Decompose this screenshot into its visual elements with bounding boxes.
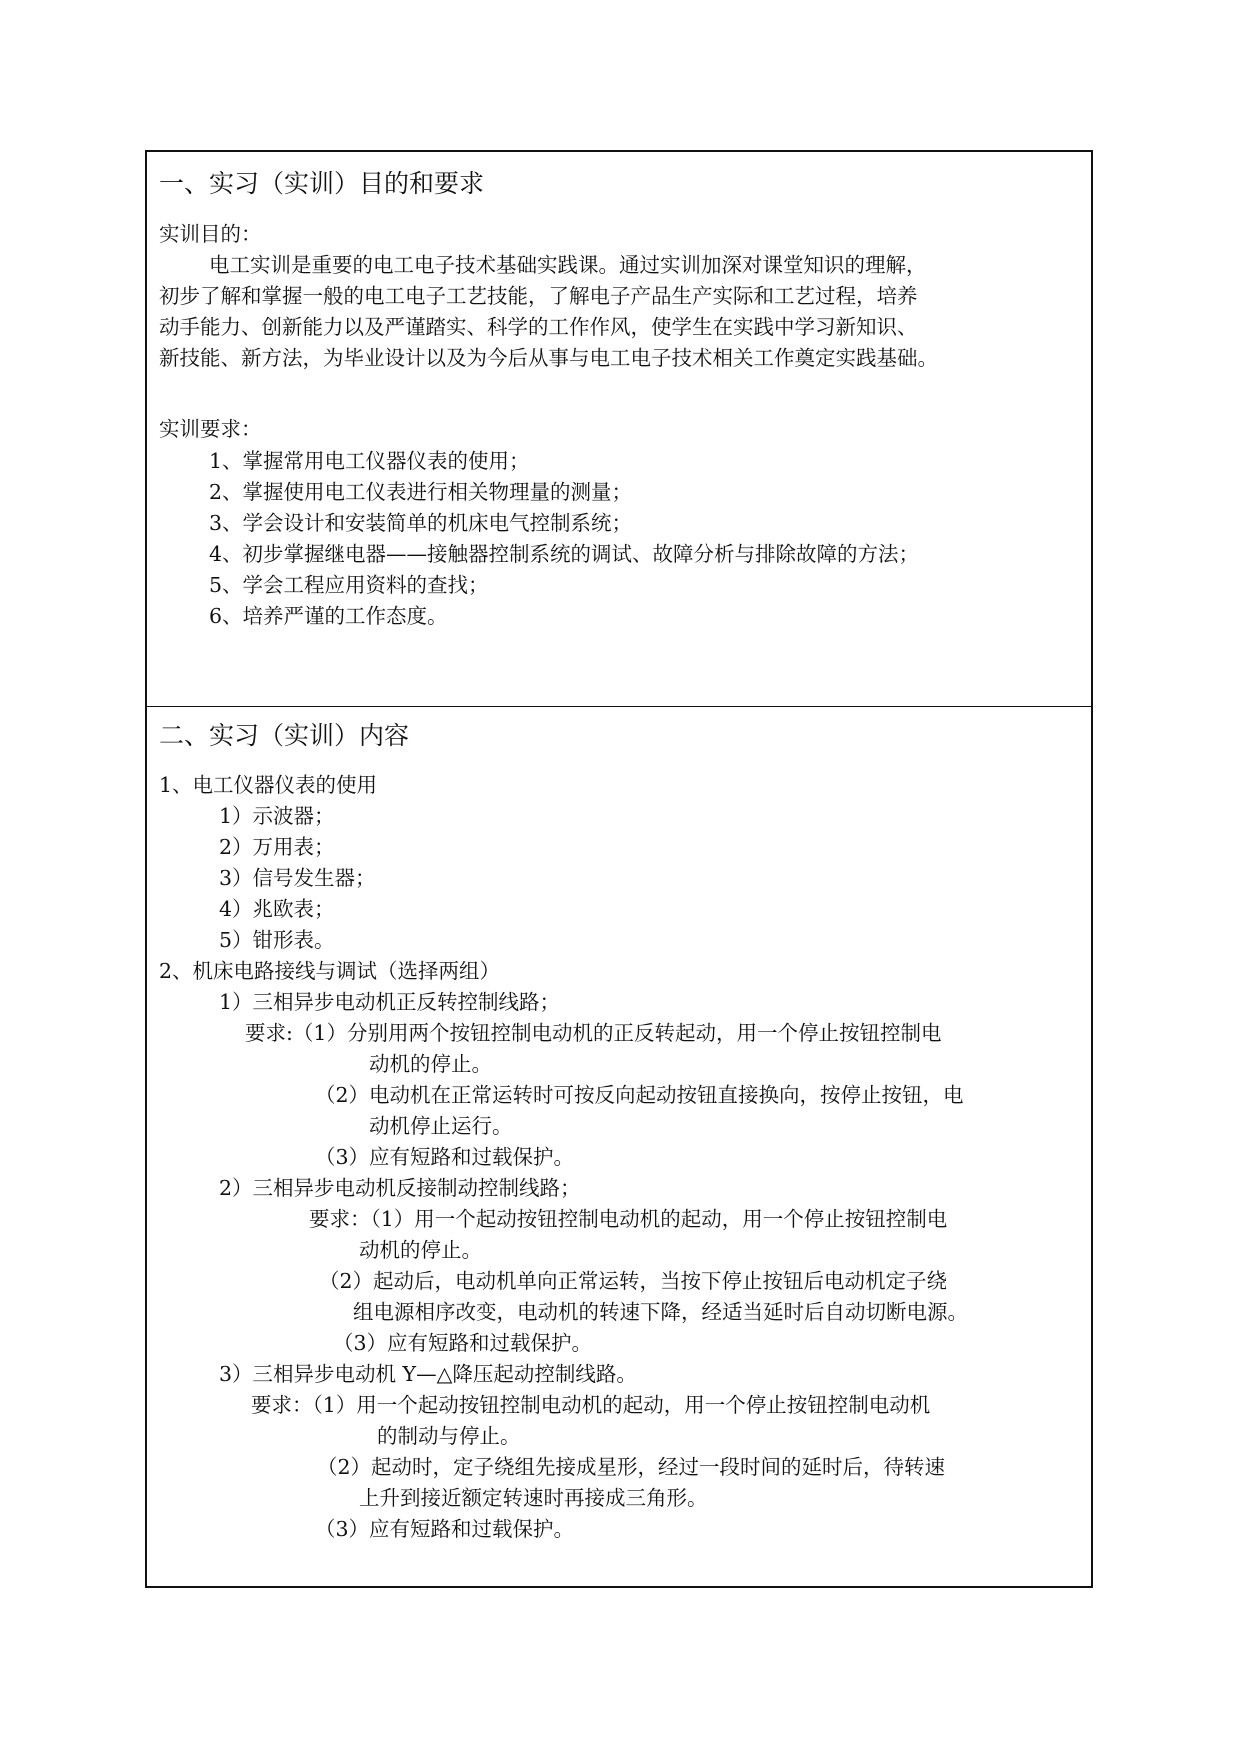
instrument-item: 3）信号发生器； bbox=[219, 866, 376, 890]
requirement-item: 5、学会工程应用资料的查找； bbox=[209, 573, 489, 597]
report-table bbox=[145, 150, 1093, 1588]
circuit3-requirement: 上升到接近额定转速时再接成三角形。 bbox=[359, 1486, 708, 1510]
circuit3-requirement: 的制动与停止。 bbox=[377, 1424, 521, 1448]
circuit3-title: 3）三相异步电动机 Y—△降压起动控制线路。 bbox=[219, 1362, 637, 1386]
circuit1-requirement: （2）电动机在正常运转时可按反向起动按钮直接换向，按停止按钮，电 bbox=[315, 1083, 964, 1107]
requirements-label: 实训要求： bbox=[159, 417, 262, 441]
requirement-item: 2、掌握使用电工仪表进行相关物理量的测量； bbox=[209, 480, 633, 504]
instrument-item: 2）万用表； bbox=[219, 835, 335, 859]
circuit1-requirement: （3）应有短路和过载保护。 bbox=[315, 1145, 575, 1169]
purpose-line: 新技能、新方法，为毕业设计以及为今后从事与电工电子技术相关工作奠定实践基础。 bbox=[159, 346, 938, 370]
requirement-item: 3、学会设计和安装简单的机床电气控制系统； bbox=[209, 511, 633, 535]
circuit2-requirement: 要求：（1）用一个起动按钮控制电动机的起动，用一个停止按钮控制电 bbox=[309, 1207, 948, 1231]
circuit1-requirement: 要求:（1）分别用两个按钮控制电动机的正反转起动，用一个停止按钮控制电 bbox=[245, 1021, 942, 1045]
requirement-item: 4、初步掌握继电器——接触器控制系统的调试、故障分析与排除故障的方法； bbox=[209, 542, 920, 566]
circuit2-requirement: （3）应有短路和过载保护。 bbox=[333, 1331, 593, 1355]
circuit1-title: 1）三相异步电动机正反转控制线路； bbox=[219, 990, 561, 1014]
section-divider bbox=[147, 706, 1091, 707]
instrument-item: 1）示波器； bbox=[219, 804, 335, 828]
instrument-item: 5）钳形表。 bbox=[219, 928, 335, 952]
item1-title: 1、电工仪器仪表的使用 bbox=[159, 773, 378, 797]
requirement-item: 1、掌握常用电工仪器仪表的使用； bbox=[209, 449, 530, 473]
circuit2-title: 2）三相异步电动机反接制动控制线路； bbox=[219, 1176, 581, 1200]
section1-title: 一、实习（实训）目的和要求 bbox=[159, 169, 485, 198]
purpose-label: 实训目的： bbox=[159, 222, 262, 246]
purpose-line: 电工实训是重要的电工电子技术基础实践课。通过实训加深对课堂知识的理解， bbox=[209, 253, 927, 277]
item2-title: 2、机床电路接线与调试（选择两组） bbox=[159, 959, 501, 983]
circuit3-requirement: （3）应有短路和过载保护。 bbox=[315, 1517, 575, 1541]
circuit3-requirement: （2）起动时，定子绕组先接成星形，经过一段时间的延时后，待转速 bbox=[317, 1455, 946, 1479]
section2-title: 二、实习（实训）内容 bbox=[159, 721, 410, 750]
circuit2-requirement: 组电源相序改变，电动机的转速下降，经适当延时后自动切断电源。 bbox=[353, 1300, 968, 1324]
requirement-item: 6、培养严谨的工作态度。 bbox=[209, 604, 448, 628]
circuit1-requirement: 动机的停止。 bbox=[369, 1052, 492, 1076]
circuit2-requirement: （2）起动后，电动机单向正常运转，当按下停止按钮后电动机定子绕 bbox=[319, 1269, 948, 1293]
instrument-item: 4）兆欧表； bbox=[219, 897, 335, 921]
circuit1-requirement: 动机停止运行。 bbox=[369, 1114, 513, 1138]
circuit2-requirement: 动机的停止。 bbox=[359, 1238, 482, 1262]
circuit3-requirement: 要求：（1）用一个起动按钮控制电动机的起动，用一个停止按钮控制电动机 bbox=[251, 1393, 931, 1417]
purpose-line: 初步了解和掌握一般的电工电子工艺技能，了解电子产品生产实际和工艺过程，培养 bbox=[159, 284, 918, 308]
purpose-line: 动手能力、创新能力以及严谨踏实、科学的工作作风，使学生在实践中学习新知识、 bbox=[159, 315, 918, 339]
